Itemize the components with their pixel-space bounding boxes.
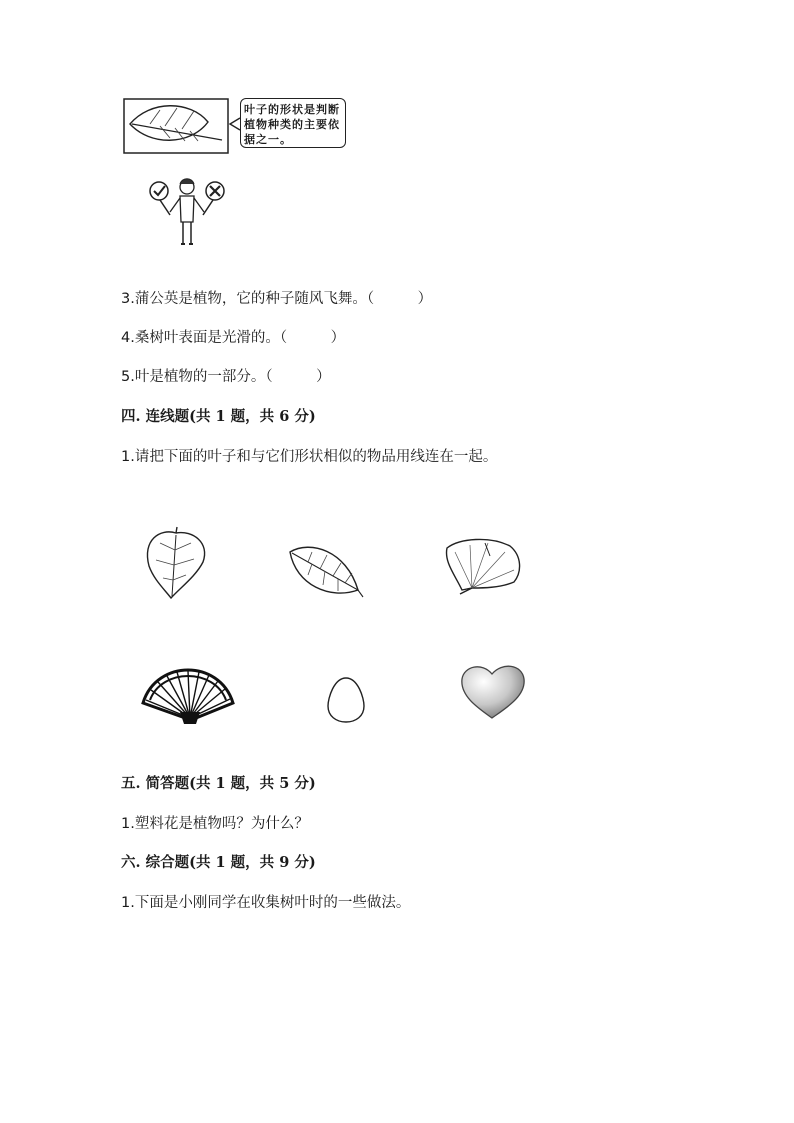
judgement-item-4: 4.桑树叶表面是光滑的。（ ）	[121, 330, 346, 346]
section-4-question: 1.请把下面的叶子和与它们形状相似的物品用线连在一起。	[121, 449, 498, 465]
judgement-item-5: 5.叶是植物的一部分。（ ）	[121, 369, 331, 385]
section-4-heading: 四. 连线题(共 1 题，共 6 分)	[121, 408, 316, 425]
section-6-heading: 六. 综合题(共 1 题，共 9 分)	[121, 854, 316, 871]
speech-bubble-text: 叶子的形状是判断植物种类的主要依据之一。	[244, 103, 340, 146]
judgement-item-3: 3.蒲公英是植物，它的种子随风飞舞。（ ）	[121, 291, 433, 307]
section-5-heading: 五. 简答题(共 1 题，共 5 分)	[121, 775, 316, 792]
section-6-question: 1.下面是小刚同学在收集树叶时的一些做法。	[121, 895, 411, 911]
section-5-question: 1.塑料花是植物吗？为什么？	[121, 816, 309, 832]
